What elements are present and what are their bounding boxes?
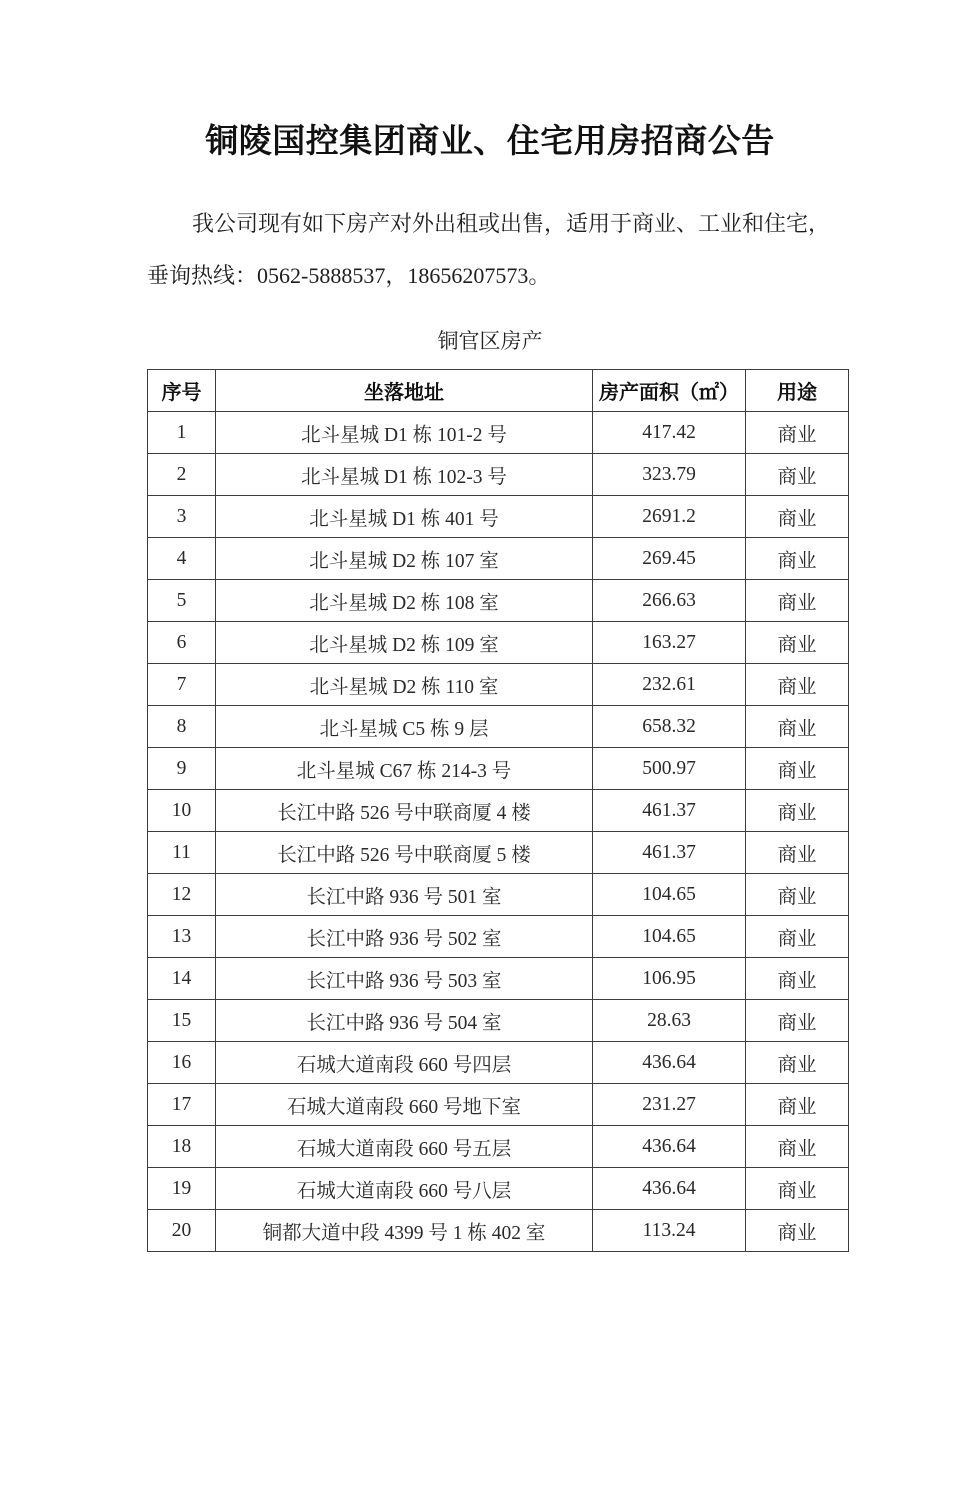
cell-address: 北斗星城 D2 栋 107 室 xyxy=(216,538,593,580)
cell-usage: 商业 xyxy=(746,1084,849,1126)
cell-usage: 商业 xyxy=(746,832,849,874)
cell-index: 1 xyxy=(148,412,216,454)
cell-index: 17 xyxy=(148,1084,216,1126)
cell-area: 436.64 xyxy=(593,1126,746,1168)
cell-area: 436.64 xyxy=(593,1168,746,1210)
cell-area: 104.65 xyxy=(593,874,746,916)
cell-index: 4 xyxy=(148,538,216,580)
cell-address: 铜都大道中段 4399 号 1 栋 402 室 xyxy=(216,1210,593,1252)
cell-index: 11 xyxy=(148,832,216,874)
page-title: 铜陵国控集团商业、住宅用房招商公告 xyxy=(205,122,775,159)
header-address: 坐落地址 xyxy=(216,370,593,412)
cell-area: 461.37 xyxy=(593,832,746,874)
table-row xyxy=(148,916,849,958)
table-caption: 铜官区房产 xyxy=(437,329,543,353)
cell-address: 长江中路 936 号 501 室 xyxy=(216,874,593,916)
cell-index: 6 xyxy=(148,622,216,664)
header-area: 房产面积（㎡） xyxy=(593,370,746,412)
cell-address: 长江中路 526 号中联商厦 5 楼 xyxy=(216,832,593,874)
table-row xyxy=(148,1168,849,1210)
cell-address: 北斗星城 D1 栋 401 号 xyxy=(216,496,593,538)
cell-address: 长江中路 936 号 503 室 xyxy=(216,958,593,1000)
cell-area: 269.45 xyxy=(593,538,746,580)
cell-usage: 商业 xyxy=(746,580,849,622)
table-row xyxy=(148,454,849,496)
cell-usage: 商业 xyxy=(746,412,849,454)
cell-address: 石城大道南段 660 号四层 xyxy=(216,1042,593,1084)
cell-area: 266.63 xyxy=(593,580,746,622)
cell-area: 163.27 xyxy=(593,622,746,664)
cell-address: 北斗星城 D2 栋 110 室 xyxy=(216,664,593,706)
header-index: 序号 xyxy=(148,370,216,412)
cell-usage: 商业 xyxy=(746,1000,849,1042)
table-row xyxy=(148,1126,849,1168)
cell-area: 113.24 xyxy=(593,1210,746,1252)
cell-address: 长江中路 936 号 504 室 xyxy=(216,1000,593,1042)
cell-index: 13 xyxy=(148,916,216,958)
cell-usage: 商业 xyxy=(746,958,849,1000)
cell-usage: 商业 xyxy=(746,622,849,664)
table-row xyxy=(148,1210,849,1252)
intro-paragraph xyxy=(147,198,850,302)
table-header-row xyxy=(148,370,849,412)
cell-index: 19 xyxy=(148,1168,216,1210)
property-table xyxy=(147,369,849,1252)
table-row xyxy=(148,622,849,664)
cell-address: 长江中路 526 号中联商厦 4 楼 xyxy=(216,790,593,832)
cell-usage: 商业 xyxy=(746,1126,849,1168)
cell-area: 2691.2 xyxy=(593,496,746,538)
cell-area: 500.97 xyxy=(593,748,746,790)
table-row xyxy=(148,832,849,874)
table-row xyxy=(148,1084,849,1126)
table-row xyxy=(148,748,849,790)
table-row xyxy=(148,538,849,580)
cell-address: 北斗星城 D1 栋 102-3 号 xyxy=(216,454,593,496)
cell-usage: 商业 xyxy=(746,454,849,496)
cell-index: 15 xyxy=(148,1000,216,1042)
cell-index: 8 xyxy=(148,706,216,748)
cell-index: 16 xyxy=(148,1042,216,1084)
cell-index: 14 xyxy=(148,958,216,1000)
cell-usage: 商业 xyxy=(746,874,849,916)
cell-address: 石城大道南段 660 号五层 xyxy=(216,1126,593,1168)
cell-index: 18 xyxy=(148,1126,216,1168)
intro-line-1: 我公司现有如下房产对外出租或出售，适用于商业、工业和住宅， xyxy=(192,211,831,236)
cell-index: 20 xyxy=(148,1210,216,1252)
cell-index: 3 xyxy=(148,496,216,538)
cell-usage: 商业 xyxy=(746,1042,849,1084)
cell-index: 12 xyxy=(148,874,216,916)
cell-usage: 商业 xyxy=(746,1168,849,1210)
cell-area: 104.65 xyxy=(593,916,746,958)
table-row xyxy=(148,1000,849,1042)
cell-area: 323.79 xyxy=(593,454,746,496)
cell-address: 北斗星城 D2 栋 108 室 xyxy=(216,580,593,622)
cell-area: 28.63 xyxy=(593,1000,746,1042)
cell-index: 9 xyxy=(148,748,216,790)
cell-address: 北斗星城 D2 栋 109 室 xyxy=(216,622,593,664)
table-row xyxy=(148,706,849,748)
cell-address: 北斗星城 D1 栋 101-2 号 xyxy=(216,412,593,454)
cell-area: 658.32 xyxy=(593,706,746,748)
document-page xyxy=(0,118,980,1503)
table-row xyxy=(148,1042,849,1084)
cell-address: 石城大道南段 660 号八层 xyxy=(216,1168,593,1210)
table-row xyxy=(148,412,849,454)
cell-address: 石城大道南段 660 号地下室 xyxy=(216,1084,593,1126)
table-row xyxy=(148,580,849,622)
cell-usage: 商业 xyxy=(746,916,849,958)
cell-area: 436.64 xyxy=(593,1042,746,1084)
cell-area: 461.37 xyxy=(593,790,746,832)
cell-index: 2 xyxy=(148,454,216,496)
cell-usage: 商业 xyxy=(746,748,849,790)
cell-index: 7 xyxy=(148,664,216,706)
cell-index: 5 xyxy=(148,580,216,622)
cell-area: 417.42 xyxy=(593,412,746,454)
cell-address: 北斗星城 C67 栋 214-3 号 xyxy=(216,748,593,790)
table-row xyxy=(148,958,849,1000)
cell-usage: 商业 xyxy=(746,664,849,706)
cell-usage: 商业 xyxy=(746,790,849,832)
cell-index: 10 xyxy=(148,790,216,832)
cell-usage: 商业 xyxy=(746,1210,849,1252)
cell-area: 106.95 xyxy=(593,958,746,1000)
cell-usage: 商业 xyxy=(746,706,849,748)
intro-line-2: 垂询热线：0562-5888537，18656207573。 xyxy=(147,263,551,288)
cell-area: 232.61 xyxy=(593,664,746,706)
header-usage: 用途 xyxy=(746,370,849,412)
cell-usage: 商业 xyxy=(746,496,849,538)
table-row xyxy=(148,496,849,538)
cell-address: 长江中路 936 号 502 室 xyxy=(216,916,593,958)
table-row xyxy=(148,874,849,916)
cell-address: 北斗星城 C5 栋 9 层 xyxy=(216,706,593,748)
table-row xyxy=(148,664,849,706)
table-row xyxy=(148,790,849,832)
cell-usage: 商业 xyxy=(746,538,849,580)
cell-area: 231.27 xyxy=(593,1084,746,1126)
